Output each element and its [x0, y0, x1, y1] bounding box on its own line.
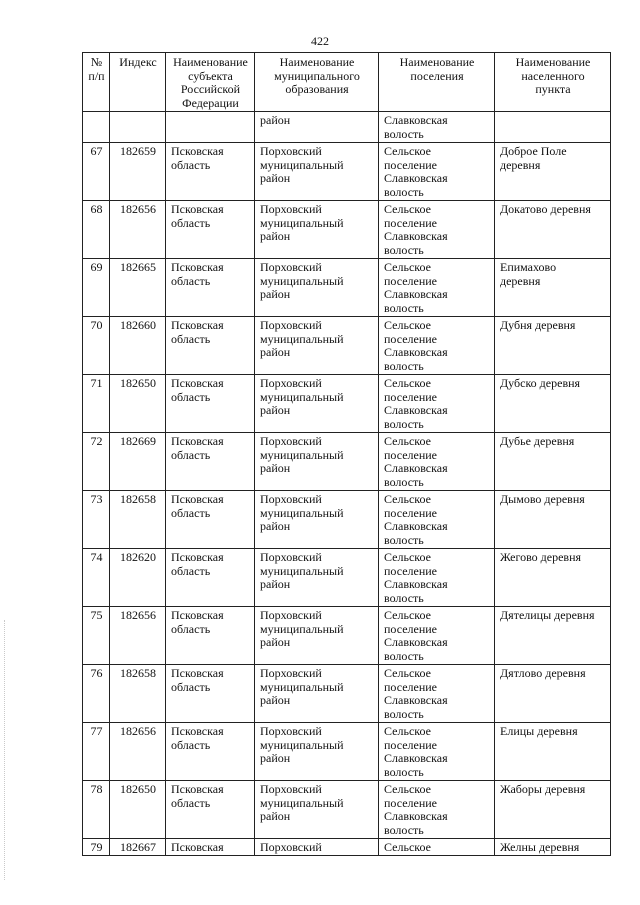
- table-row: [83, 723, 611, 781]
- subject-cell: Псковская область: [166, 665, 255, 723]
- locality-cell: Дятлово деревня: [495, 665, 611, 723]
- municipality-cell: Порховский муниципальный район: [255, 723, 379, 781]
- settlement-cell: Сельское поселение Славковская волость: [379, 201, 495, 259]
- table-row: [83, 259, 611, 317]
- header-municipality: Наименование муниципального образования: [255, 53, 379, 112]
- settlement-cell: Сельское поселение Славковская волость: [379, 781, 495, 839]
- settlement-cell: Сельское поселение Славковская волость: [379, 607, 495, 665]
- municipality-cell: Порховский муниципальный район: [255, 607, 379, 665]
- municipality-cell: Порховский муниципальный район: [255, 433, 379, 491]
- municipality-cell: Порховский муниципальный район: [255, 665, 379, 723]
- subject-cell: Псковская область: [166, 201, 255, 259]
- table-row: [83, 607, 611, 665]
- municipality-cell: Порховский муниципальный район: [255, 317, 379, 375]
- subject-cell: Псковская область: [166, 781, 255, 839]
- table-row-partial: [83, 839, 611, 856]
- scan-edge-mark: [4, 620, 6, 880]
- locality-cell: Дубня деревня: [495, 317, 611, 375]
- row-number-cell: 78: [83, 781, 110, 839]
- locality-cell: Жаборы деревня: [495, 781, 611, 839]
- row-number-cell: 77: [83, 723, 110, 781]
- subject-cell: Псковская область: [166, 259, 255, 317]
- header-settlement: Наименование поселения: [379, 53, 495, 112]
- municipality-cell: Порховский муниципальный район: [255, 375, 379, 433]
- municipality-cell: Порховский муниципальный район: [255, 143, 379, 201]
- municipality-cell: Порховский муниципальный район: [255, 259, 379, 317]
- municipality-cell: Порховский: [255, 839, 379, 856]
- subject-cell: Псковская область: [166, 433, 255, 491]
- postal-index-cell: 182665: [110, 259, 166, 317]
- table-row: [83, 549, 611, 607]
- locality-cell: Дымово деревня: [495, 491, 611, 549]
- postal-index-cell: 182658: [110, 491, 166, 549]
- settlement-cell: Славковская волость: [379, 112, 495, 143]
- row-number-cell: 72: [83, 433, 110, 491]
- locality-cell: Доброе Поле деревня: [495, 143, 611, 201]
- table-row: [83, 143, 611, 201]
- table-header-row: [83, 53, 611, 112]
- row-number-cell: 69: [83, 259, 110, 317]
- header-number: № п/п: [83, 53, 110, 112]
- locality-cell: [495, 112, 611, 143]
- postal-index-cell: 182656: [110, 723, 166, 781]
- header-subject: Наименование субъекта Российской Федерации: [166, 53, 255, 112]
- row-number-cell: 67: [83, 143, 110, 201]
- locality-cell: Дубье деревня: [495, 433, 611, 491]
- settlement-cell: Сельское: [379, 839, 495, 856]
- subject-cell: Псковская область: [166, 491, 255, 549]
- locality-cell: Дятелицы деревня: [495, 607, 611, 665]
- postal-index-cell: 182656: [110, 607, 166, 665]
- subject-cell: Псковская область: [166, 375, 255, 433]
- row-number-cell: 71: [83, 375, 110, 433]
- postal-index-cell: 182620: [110, 549, 166, 607]
- row-number-cell: 76: [83, 665, 110, 723]
- header-locality: Наименование населенного пункта: [495, 53, 611, 112]
- postal-index-cell: 182650: [110, 375, 166, 433]
- postal-index-cell: [110, 112, 166, 143]
- municipality-cell: Порховский муниципальный район: [255, 549, 379, 607]
- settlement-cell: Сельское поселение Славковская волость: [379, 259, 495, 317]
- subject-cell: Псковская область: [166, 143, 255, 201]
- postal-index-cell: 182659: [110, 143, 166, 201]
- row-number-cell: 75: [83, 607, 110, 665]
- row-number-cell: 68: [83, 201, 110, 259]
- row-number-cell: 74: [83, 549, 110, 607]
- municipality-cell: район: [255, 112, 379, 143]
- settlement-cell: Сельское поселение Славковская волость: [379, 433, 495, 491]
- header-index: Индекс: [110, 53, 166, 112]
- page-number: 422: [311, 34, 329, 48]
- postal-index-cell: 182656: [110, 201, 166, 259]
- row-number-cell: 70: [83, 317, 110, 375]
- settlement-cell: Сельское поселение Славковская волость: [379, 665, 495, 723]
- postal-index-cell: 182667: [110, 839, 166, 856]
- subject-cell: Псковская: [166, 839, 255, 856]
- table-row: [83, 491, 611, 549]
- settlement-cell: Сельское поселение Славковская волость: [379, 723, 495, 781]
- locality-registry-table: [82, 52, 611, 856]
- postal-index-cell: 182658: [110, 665, 166, 723]
- locality-cell: Жегово деревня: [495, 549, 611, 607]
- table-row: [83, 317, 611, 375]
- settlement-cell: Сельское поселение Славковская волость: [379, 549, 495, 607]
- postal-index-cell: 182650: [110, 781, 166, 839]
- row-number-cell: 79: [83, 839, 110, 856]
- table-row: [83, 665, 611, 723]
- subject-cell: Псковская область: [166, 549, 255, 607]
- settlement-cell: Сельское поселение Славковская волость: [379, 491, 495, 549]
- table-row: [83, 201, 611, 259]
- table-row: [83, 375, 611, 433]
- municipality-cell: Порховский муниципальный район: [255, 201, 379, 259]
- subject-cell: Псковская область: [166, 723, 255, 781]
- table-row: [83, 781, 611, 839]
- row-number-cell: 73: [83, 491, 110, 549]
- postal-index-cell: 182660: [110, 317, 166, 375]
- settlement-cell: Сельское поселение Славковская волость: [379, 143, 495, 201]
- locality-cell: Епимахово деревня: [495, 259, 611, 317]
- postal-index-cell: 182669: [110, 433, 166, 491]
- table-row: [83, 433, 611, 491]
- subject-cell: Псковская область: [166, 317, 255, 375]
- locality-cell: Докатово деревня: [495, 201, 611, 259]
- locality-cell: Желны деревня: [495, 839, 611, 856]
- settlement-cell: Сельское поселение Славковская волость: [379, 317, 495, 375]
- subject-cell: [166, 112, 255, 143]
- settlement-cell: Сельское поселение Славковская волость: [379, 375, 495, 433]
- locality-cell: Елицы деревня: [495, 723, 611, 781]
- locality-cell: Дубско деревня: [495, 375, 611, 433]
- municipality-cell: Порховский муниципальный район: [255, 781, 379, 839]
- row-number-cell: [83, 112, 110, 143]
- table-row-continuation: [83, 112, 611, 143]
- subject-cell: Псковская область: [166, 607, 255, 665]
- municipality-cell: Порховский муниципальный район: [255, 491, 379, 549]
